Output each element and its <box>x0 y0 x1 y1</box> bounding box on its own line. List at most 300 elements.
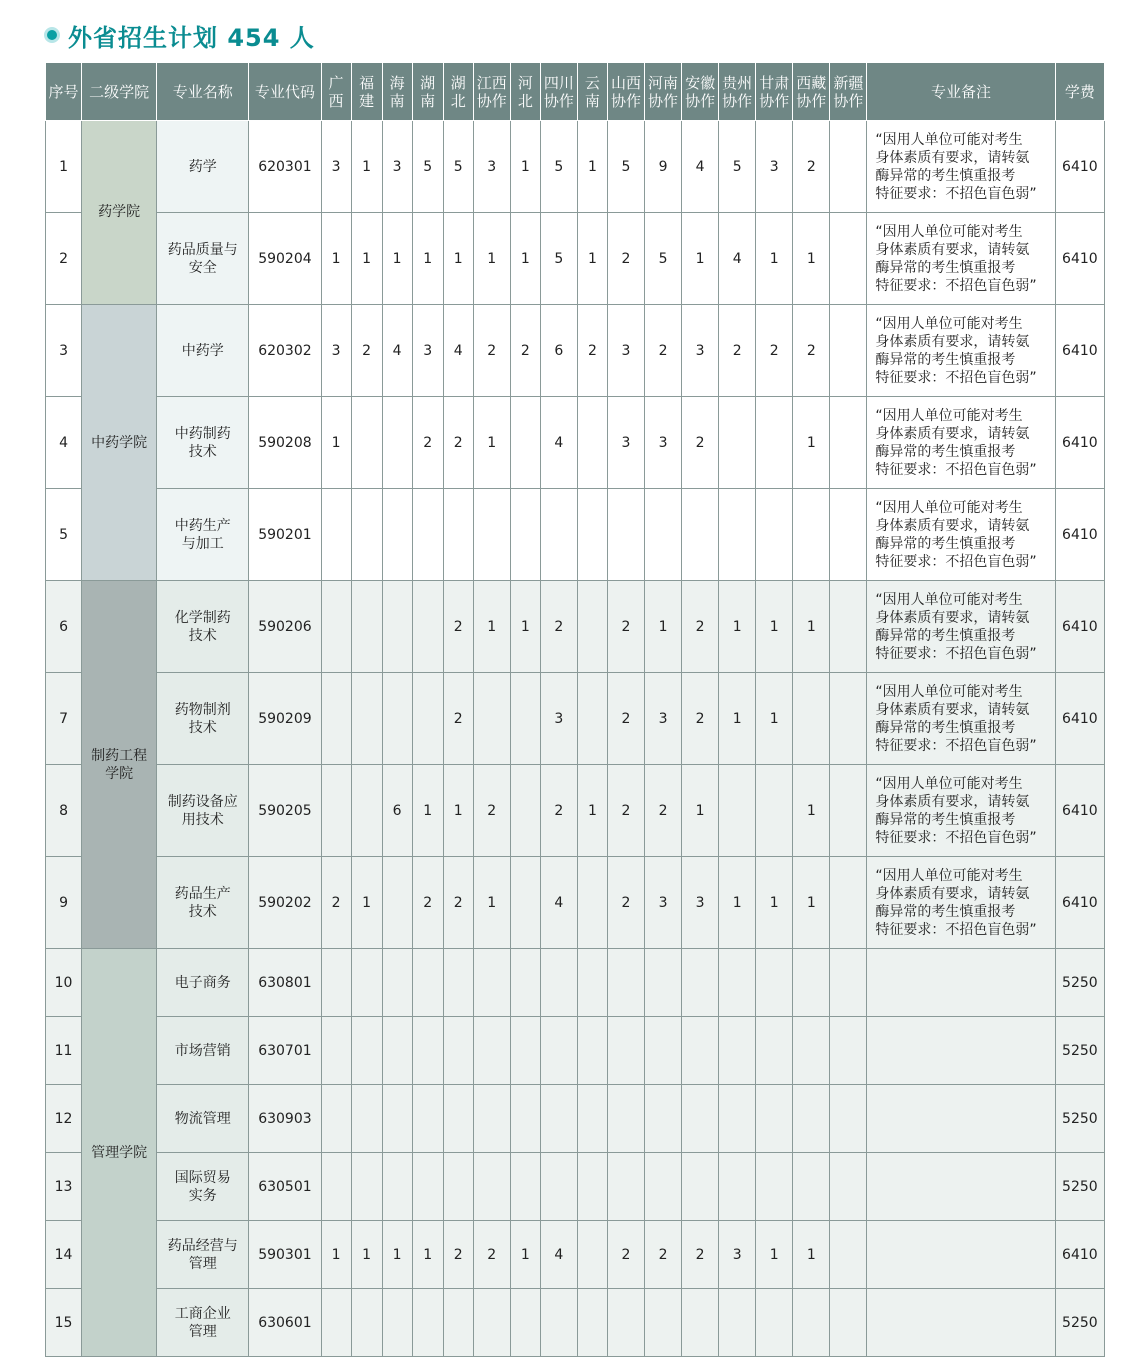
province-count-cell <box>321 489 351 581</box>
header-province: 江西 协作 <box>473 63 510 121</box>
major-name-cell: 中药生产 与加工 <box>157 489 249 581</box>
province-count-cell: 2 <box>577 305 607 397</box>
province-count-cell: 1 <box>793 581 830 673</box>
province-count-cell: 1 <box>473 581 510 673</box>
province-count-cell: 2 <box>473 765 510 857</box>
province-count-cell <box>830 1085 867 1153</box>
province-count-cell: 1 <box>510 1221 540 1289</box>
header-fee: 学费 <box>1055 63 1104 121</box>
header-province: 广 西 <box>321 63 351 121</box>
province-count-cell <box>382 857 412 949</box>
fee-cell: 5250 <box>1055 1153 1104 1221</box>
header-province: 新疆 协作 <box>830 63 867 121</box>
province-count-cell <box>607 1017 644 1085</box>
header-seq: 序号 <box>46 63 82 121</box>
table-row <box>46 489 1105 581</box>
province-count-cell: 2 <box>351 305 382 397</box>
province-count-cell: 1 <box>321 397 351 489</box>
province-count-cell <box>719 949 756 1017</box>
major-code-cell: 630801 <box>249 949 321 1017</box>
province-count-cell <box>830 581 867 673</box>
seq-cell: 2 <box>46 213 82 305</box>
note-cell: “因用人单位可能对考生 身体素质有要求，请转氨 酶异常的考生慎重报考 特征要求：不招色盲色弱” <box>867 121 1055 213</box>
province-count-cell: 1 <box>321 1221 351 1289</box>
province-count-cell: 1 <box>351 121 382 213</box>
province-count-cell <box>719 397 756 489</box>
header-province: 湖 南 <box>412 63 443 121</box>
province-count-cell: 1 <box>719 857 756 949</box>
province-count-cell <box>830 1153 867 1221</box>
province-count-cell: 1 <box>412 1221 443 1289</box>
province-count-cell <box>577 1221 607 1289</box>
province-count-cell <box>540 1153 577 1221</box>
table-row <box>46 673 1105 765</box>
major-code-cell: 590206 <box>249 581 321 673</box>
province-count-cell: 5 <box>607 121 644 213</box>
province-count-cell <box>756 1017 793 1085</box>
province-count-cell: 2 <box>412 857 443 949</box>
major-name-cell: 药品生产 技术 <box>157 857 249 949</box>
major-name-cell: 药品质量与 安全 <box>157 213 249 305</box>
fee-cell: 6410 <box>1055 213 1104 305</box>
province-count-cell: 1 <box>382 1221 412 1289</box>
major-name-cell: 药物制剂 技术 <box>157 673 249 765</box>
province-count-cell <box>756 397 793 489</box>
province-count-cell: 3 <box>682 857 719 949</box>
province-count-cell: 2 <box>321 857 351 949</box>
province-count-cell: 1 <box>756 581 793 673</box>
province-count-cell <box>607 489 644 581</box>
province-count-cell <box>830 1017 867 1085</box>
province-count-cell <box>473 1017 510 1085</box>
province-count-cell: 2 <box>510 305 540 397</box>
province-count-cell <box>607 1085 644 1153</box>
major-code-cell: 590208 <box>249 397 321 489</box>
province-count-cell <box>382 397 412 489</box>
province-count-cell <box>645 949 682 1017</box>
header-note: 专业备注 <box>867 63 1055 121</box>
province-count-cell <box>577 1085 607 1153</box>
page-title-text: 外省招生计划 454 人 <box>68 23 315 52</box>
province-count-cell: 6 <box>540 305 577 397</box>
province-count-cell <box>793 1085 830 1153</box>
header-row <box>46 63 1105 121</box>
province-count-cell: 1 <box>793 397 830 489</box>
major-name-cell: 制药设备应 用技术 <box>157 765 249 857</box>
province-count-cell: 1 <box>793 1221 830 1289</box>
province-count-cell <box>830 213 867 305</box>
table-row <box>46 213 1105 305</box>
province-count-cell: 2 <box>607 673 644 765</box>
province-count-cell <box>577 857 607 949</box>
seq-cell: 7 <box>46 673 82 765</box>
province-count-cell: 2 <box>443 397 473 489</box>
province-count-cell <box>830 765 867 857</box>
province-count-cell <box>645 1017 682 1085</box>
fee-cell: 6410 <box>1055 397 1104 489</box>
province-count-cell: 3 <box>382 121 412 213</box>
province-count-cell: 2 <box>443 1221 473 1289</box>
province-count-cell: 1 <box>577 765 607 857</box>
major-code-cell: 590301 <box>249 1221 321 1289</box>
province-count-cell: 3 <box>645 397 682 489</box>
province-count-cell: 5 <box>645 213 682 305</box>
header-province: 贵州 协作 <box>719 63 756 121</box>
major-code-cell: 620301 <box>249 121 321 213</box>
note-cell: “因用人单位可能对考生 身体素质有要求，请转氨 酶异常的考生慎重报考 特征要求：不招色盲色弱” <box>867 673 1055 765</box>
major-code-cell: 590209 <box>249 673 321 765</box>
province-count-cell <box>412 1153 443 1221</box>
province-count-cell: 2 <box>443 857 473 949</box>
province-count-cell <box>830 1221 867 1289</box>
table-row <box>46 949 1105 1017</box>
province-count-cell: 1 <box>510 213 540 305</box>
province-count-cell <box>351 949 382 1017</box>
province-count-cell <box>756 949 793 1017</box>
province-count-cell <box>830 121 867 213</box>
college-cell: 药学院 <box>82 121 157 305</box>
province-count-cell <box>382 1289 412 1357</box>
province-count-cell <box>443 1085 473 1153</box>
province-count-cell <box>382 489 412 581</box>
province-count-cell <box>382 1153 412 1221</box>
province-count-cell: 2 <box>645 765 682 857</box>
province-count-cell <box>830 1289 867 1357</box>
province-count-cell <box>756 489 793 581</box>
header-province: 山西 协作 <box>607 63 644 121</box>
major-code-cell: 590202 <box>249 857 321 949</box>
province-count-cell <box>412 949 443 1017</box>
fee-cell: 6410 <box>1055 673 1104 765</box>
province-count-cell <box>443 1017 473 1085</box>
major-code-cell: 590205 <box>249 765 321 857</box>
province-count-cell: 1 <box>321 213 351 305</box>
province-count-cell <box>473 949 510 1017</box>
province-count-cell: 4 <box>682 121 719 213</box>
province-count-cell <box>645 1085 682 1153</box>
major-name-cell: 物流管理 <box>157 1085 249 1153</box>
province-count-cell <box>756 1153 793 1221</box>
fee-cell: 6410 <box>1055 765 1104 857</box>
province-count-cell <box>719 765 756 857</box>
major-code-cell: 590201 <box>249 489 321 581</box>
province-count-cell <box>321 765 351 857</box>
province-count-cell <box>510 673 540 765</box>
province-count-cell: 2 <box>473 1221 510 1289</box>
province-count-cell: 1 <box>351 1221 382 1289</box>
province-count-cell <box>645 1153 682 1221</box>
province-count-cell <box>473 1153 510 1221</box>
table-row <box>46 1221 1105 1289</box>
province-count-cell <box>719 1289 756 1357</box>
province-count-cell <box>510 1085 540 1153</box>
note-cell <box>867 1221 1055 1289</box>
province-count-cell: 1 <box>756 857 793 949</box>
major-name-cell: 国际贸易 实务 <box>157 1153 249 1221</box>
enrollment-table <box>45 62 1105 1357</box>
header-college: 二级学院 <box>82 63 157 121</box>
province-count-cell <box>793 1289 830 1357</box>
province-count-cell: 6 <box>382 765 412 857</box>
note-cell: “因用人单位可能对考生 身体素质有要求，请转氨 酶异常的考生慎重报考 特征要求：不招色盲色弱” <box>867 397 1055 489</box>
province-count-cell <box>351 1085 382 1153</box>
header-province: 河南 协作 <box>645 63 682 121</box>
province-count-cell <box>510 489 540 581</box>
province-count-cell <box>756 1289 793 1357</box>
college-cell: 管理学院 <box>82 949 157 1357</box>
province-count-cell <box>719 1085 756 1153</box>
province-count-cell: 2 <box>645 305 682 397</box>
seq-cell: 4 <box>46 397 82 489</box>
province-count-cell <box>793 1017 830 1085</box>
seq-cell: 12 <box>46 1085 82 1153</box>
header-code: 专业代码 <box>249 63 321 121</box>
table-row <box>46 1017 1105 1085</box>
header-province: 河 北 <box>510 63 540 121</box>
table-row <box>46 1289 1105 1357</box>
fee-cell: 5250 <box>1055 1085 1104 1153</box>
seq-cell: 9 <box>46 857 82 949</box>
province-count-cell: 3 <box>321 121 351 213</box>
province-count-cell <box>719 489 756 581</box>
province-count-cell: 2 <box>756 305 793 397</box>
province-count-cell: 1 <box>719 581 756 673</box>
province-count-cell: 1 <box>756 213 793 305</box>
province-count-cell: 2 <box>473 305 510 397</box>
province-count-cell <box>412 673 443 765</box>
table-row <box>46 765 1105 857</box>
note-cell <box>867 949 1055 1017</box>
header-province: 甘肃 协作 <box>756 63 793 121</box>
major-name-cell: 工商企业 管理 <box>157 1289 249 1357</box>
province-count-cell <box>577 581 607 673</box>
province-count-cell: 2 <box>793 121 830 213</box>
province-count-cell: 9 <box>645 121 682 213</box>
province-count-cell <box>607 1153 644 1221</box>
province-count-cell <box>607 1289 644 1357</box>
province-count-cell: 3 <box>645 857 682 949</box>
province-count-cell <box>577 673 607 765</box>
province-count-cell: 2 <box>682 1221 719 1289</box>
province-count-cell <box>830 857 867 949</box>
seq-cell: 5 <box>46 489 82 581</box>
province-count-cell <box>793 489 830 581</box>
province-count-cell: 3 <box>607 305 644 397</box>
note-cell: “因用人单位可能对考生 身体素质有要求，请转氨 酶异常的考生慎重报考 特征要求：不招色盲色弱” <box>867 305 1055 397</box>
fee-cell: 6410 <box>1055 305 1104 397</box>
bullet-icon <box>44 27 60 43</box>
province-count-cell <box>321 581 351 673</box>
province-count-cell <box>321 1153 351 1221</box>
seq-cell: 10 <box>46 949 82 1017</box>
header-province: 四川 协作 <box>540 63 577 121</box>
province-count-cell: 1 <box>577 121 607 213</box>
province-count-cell: 5 <box>443 121 473 213</box>
table-row <box>46 1085 1105 1153</box>
province-count-cell <box>510 857 540 949</box>
major-code-cell: 630601 <box>249 1289 321 1357</box>
province-count-cell: 1 <box>412 765 443 857</box>
province-count-cell: 5 <box>412 121 443 213</box>
province-count-cell <box>830 673 867 765</box>
seq-cell: 3 <box>46 305 82 397</box>
note-cell <box>867 1017 1055 1085</box>
seq-cell: 15 <box>46 1289 82 1357</box>
province-count-cell: 2 <box>540 765 577 857</box>
major-code-cell: 620302 <box>249 305 321 397</box>
major-code-cell: 630501 <box>249 1153 321 1221</box>
province-count-cell <box>682 1153 719 1221</box>
province-count-cell <box>510 765 540 857</box>
province-count-cell <box>577 1153 607 1221</box>
college-cell: 制药工程 学院 <box>82 581 157 949</box>
note-cell: “因用人单位可能对考生 身体素质有要求，请转氨 酶异常的考生慎重报考 特征要求：不招色盲色弱” <box>867 857 1055 949</box>
province-count-cell <box>540 949 577 1017</box>
province-count-cell: 1 <box>510 121 540 213</box>
province-count-cell <box>540 1085 577 1153</box>
major-name-cell: 化学制药 技术 <box>157 581 249 673</box>
major-code-cell: 630903 <box>249 1085 321 1153</box>
province-count-cell <box>577 1289 607 1357</box>
province-count-cell <box>793 949 830 1017</box>
province-count-cell <box>443 1153 473 1221</box>
major-name-cell: 电子商务 <box>157 949 249 1017</box>
province-count-cell <box>682 489 719 581</box>
province-count-cell <box>473 673 510 765</box>
note-cell: “因用人单位可能对考生 身体素质有要求，请转氨 酶异常的考生慎重报考 特征要求：不招色盲色弱” <box>867 581 1055 673</box>
header-province: 西藏 协作 <box>793 63 830 121</box>
fee-cell: 6410 <box>1055 1221 1104 1289</box>
table-row <box>46 857 1105 949</box>
province-count-cell <box>682 949 719 1017</box>
province-count-cell: 1 <box>473 213 510 305</box>
province-count-cell: 1 <box>473 397 510 489</box>
province-count-cell: 1 <box>351 213 382 305</box>
province-count-cell <box>321 1085 351 1153</box>
province-count-cell: 2 <box>443 581 473 673</box>
province-count-cell: 1 <box>756 673 793 765</box>
province-count-cell: 5 <box>540 121 577 213</box>
province-count-cell <box>756 1085 793 1153</box>
province-count-cell <box>540 1289 577 1357</box>
province-count-cell <box>830 305 867 397</box>
seq-cell: 13 <box>46 1153 82 1221</box>
table-row <box>46 121 1105 213</box>
province-count-cell <box>473 1085 510 1153</box>
fee-cell: 6410 <box>1055 121 1104 213</box>
province-count-cell <box>510 1017 540 1085</box>
note-cell: “因用人单位可能对考生 身体素质有要求，请转氨 酶异常的考生慎重报考 特征要求：不招色盲色弱” <box>867 765 1055 857</box>
province-count-cell <box>577 949 607 1017</box>
college-cell: 中药学院 <box>82 305 157 581</box>
table-row <box>46 397 1105 489</box>
province-count-cell: 2 <box>607 857 644 949</box>
province-count-cell <box>830 489 867 581</box>
province-count-cell <box>443 949 473 1017</box>
province-count-cell <box>510 949 540 1017</box>
province-count-cell: 3 <box>756 121 793 213</box>
province-count-cell <box>351 581 382 673</box>
province-count-cell: 4 <box>719 213 756 305</box>
note-cell: “因用人单位可能对考生 身体素质有要求，请转氨 酶异常的考生慎重报考 特征要求：不招色盲色弱” <box>867 489 1055 581</box>
province-count-cell: 2 <box>682 581 719 673</box>
page-title <box>44 18 315 52</box>
province-count-cell <box>830 397 867 489</box>
province-count-cell <box>443 1289 473 1357</box>
province-count-cell <box>830 949 867 1017</box>
major-name-cell: 中药制药 技术 <box>157 397 249 489</box>
province-count-cell: 4 <box>540 1221 577 1289</box>
province-count-cell: 1 <box>443 213 473 305</box>
province-count-cell <box>382 949 412 1017</box>
province-count-cell <box>719 1153 756 1221</box>
province-count-cell <box>510 1153 540 1221</box>
province-count-cell: 3 <box>719 1221 756 1289</box>
province-count-cell <box>321 673 351 765</box>
province-count-cell <box>351 397 382 489</box>
province-count-cell: 4 <box>443 305 473 397</box>
note-cell: “因用人单位可能对考生 身体素质有要求，请转氨 酶异常的考生慎重报考 特征要求：不招色盲色弱” <box>867 213 1055 305</box>
header-major: 专业名称 <box>157 63 249 121</box>
province-count-cell: 3 <box>682 305 719 397</box>
province-count-cell <box>793 1153 830 1221</box>
seq-cell: 8 <box>46 765 82 857</box>
province-count-cell: 1 <box>793 213 830 305</box>
province-count-cell <box>382 673 412 765</box>
major-code-cell: 590204 <box>249 213 321 305</box>
province-count-cell <box>412 489 443 581</box>
major-name-cell: 中药学 <box>157 305 249 397</box>
fee-cell: 6410 <box>1055 489 1104 581</box>
province-count-cell: 2 <box>607 1221 644 1289</box>
province-count-cell: 1 <box>682 765 719 857</box>
province-count-cell <box>351 673 382 765</box>
province-count-cell: 2 <box>607 765 644 857</box>
province-count-cell <box>793 673 830 765</box>
province-count-cell <box>412 1289 443 1357</box>
province-count-cell <box>577 397 607 489</box>
header-province: 云 南 <box>577 63 607 121</box>
province-count-cell <box>351 1017 382 1085</box>
province-count-cell: 2 <box>719 305 756 397</box>
province-count-cell: 1 <box>793 857 830 949</box>
province-count-cell: 3 <box>412 305 443 397</box>
province-count-cell <box>756 765 793 857</box>
province-count-cell: 1 <box>645 581 682 673</box>
province-count-cell: 1 <box>382 213 412 305</box>
province-count-cell <box>645 1289 682 1357</box>
province-count-cell <box>607 949 644 1017</box>
province-count-cell <box>577 489 607 581</box>
province-count-cell: 2 <box>793 305 830 397</box>
major-name-cell: 市场营销 <box>157 1017 249 1085</box>
province-count-cell <box>443 489 473 581</box>
province-count-cell: 1 <box>412 213 443 305</box>
province-count-cell: 1 <box>510 581 540 673</box>
province-count-cell <box>645 489 682 581</box>
province-count-cell: 2 <box>443 673 473 765</box>
major-code-cell: 630701 <box>249 1017 321 1085</box>
province-count-cell: 1 <box>577 213 607 305</box>
province-count-cell: 1 <box>351 857 382 949</box>
province-count-cell <box>577 1017 607 1085</box>
province-count-cell <box>321 1017 351 1085</box>
province-count-cell: 2 <box>412 397 443 489</box>
province-count-cell <box>682 1085 719 1153</box>
province-count-cell: 4 <box>540 397 577 489</box>
fee-cell: 5250 <box>1055 1017 1104 1085</box>
note-cell <box>867 1153 1055 1221</box>
